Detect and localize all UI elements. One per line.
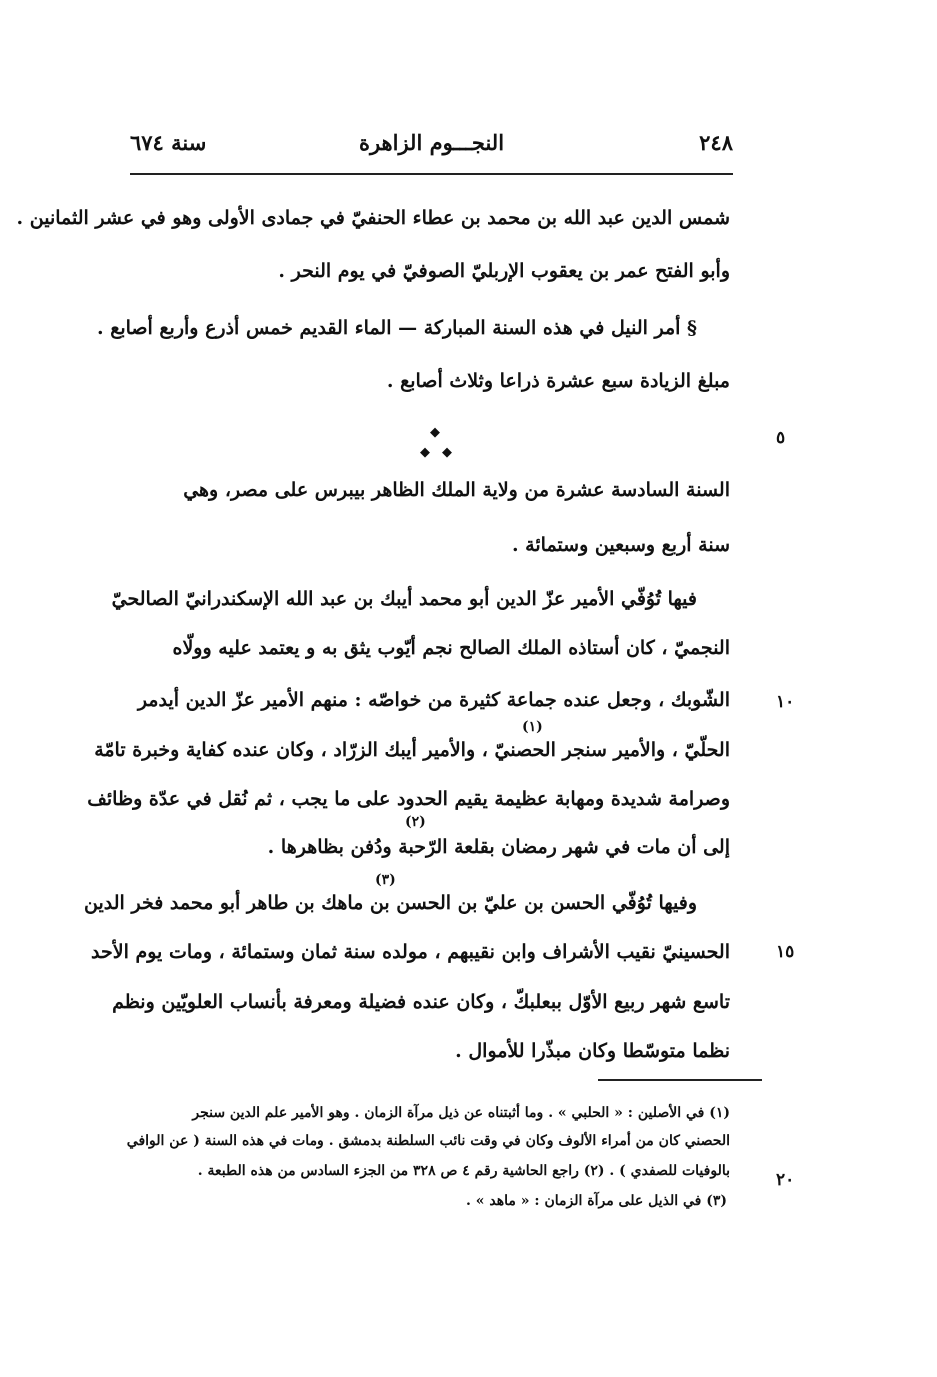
running-header [130,122,733,162]
body-line: الحلّيّ ، والأمير سنجر الحصنيّ ، والأمير أيبك الزرّاد ، وكان عنده كفاية وخبرة تامّة [94,739,730,761]
line-number-15: ١٥ [776,942,795,962]
body-line: النجميّ ، كان أستاذه الملك الصالح نجم أيّوب يثق به و يعتمد عليه وولّاه [172,637,730,659]
body-line: § أمر النيل في هذه السنة المباركة — الماء القديم خمس أذرع وأربع أصابع . [96,317,697,339]
footnote-marker: (٣) [375,872,396,888]
body-line: الحسينيّ نقيب الأشراف وابن نقيبهم ، مولده سنة ثمان وستمائة ، ومات يوم الأحد [91,941,730,963]
star-ornament-icon: ◆ [442,445,452,460]
body-line: إلى أن مات في شهر رمضان بقلعة الرّحبة ودُفن بظاهرها . [267,836,730,858]
body-line: شمس الدين عبد الله بن محمد بن عطاء الحنفيّ في جمادى الأولى وهو في عشر الثمانين . [16,207,730,229]
footnote-line: الحصني كان من أمراء الألوف وكان في وقت نائب السلطنة بدمشق . ومات في هذه السنة ( عن الوافي [126,1133,730,1149]
footnote-line: بالوفيات للصفدي ) . (٢) راجع الحاشية رقم ٤ ص ٣٢٨ من الجزء السادس من هذه الطبعة . [197,1163,730,1179]
page-number: ٢٤٨ [699,130,733,155]
body-line: مبلغ الزيادة سبع عشرة ذراعا وثلاث أصابع . [386,370,730,392]
year-label: سنة ٦٧٤ [130,130,207,155]
line-number-5: ٥ [776,428,786,448]
footnote-line: (٣) في الذيل على مرآة الزمان : « ماهد » . [466,1193,727,1209]
footnote-line: (١) في الأصلين : « الحلبي » . وما أثبتناه عن ذيل مرآة الزمان . وهو الأمير علم الدين سنجر [192,1105,730,1121]
footnote-rule [598,1079,762,1081]
body-line: نظما متوسّطا وكان مبذّرا للأموال . [455,1040,730,1062]
body-line: تاسع شهر ربيع الأوّل ببعلبكّ ، وكان عنده فضيلة ومعرفة بأنساب العلويّين ونظم [112,991,730,1013]
section-divider-ornament [410,424,460,464]
footnote-marker: (٢) [405,814,426,830]
body-line: السنة السادسة عشرة من ولاية الملك الظاهر بيبرس على مصر، وهي [183,479,730,501]
body-line: الشّوبك ، وجعل عنده جماعة كثيرة من خواصّه : منهم الأمير عزّ الدين أيدمر [137,689,730,711]
header-rule [130,173,733,175]
body-line: فيها تُوُفّي الأمير عزّ الدين أبو محمد أيبك بن عبد الله الإسكندرانيّ الصالحيّ [111,588,697,610]
line-number-20: ٢٠ [776,1170,795,1190]
line-number-10: ١٠ [776,692,795,712]
book-title: النجـــوم الزاهرة [358,130,505,155]
body-line: وفيها تُوُفّي الحسن بن عليّ بن الحسن بن ماهك بن طاهر أبو محمد فخر الدين [84,892,697,914]
star-ornament-icon: ◆ [420,445,430,460]
body-line: سنة أربع وسبعين وستمائة . [511,534,730,556]
body-line: وصرامة شديدة ومهابة عظيمة يقيم الحدود على ما يجب ، ثم نُقل في عدّة وظائف [87,788,730,810]
star-ornament-icon: ◆ [430,425,440,440]
footnote-marker: (١) [522,719,543,735]
body-line: وأبو الفتح عمر بن يعقوب الإربليّ الصوفيّ في يوم النحر . [278,260,730,282]
